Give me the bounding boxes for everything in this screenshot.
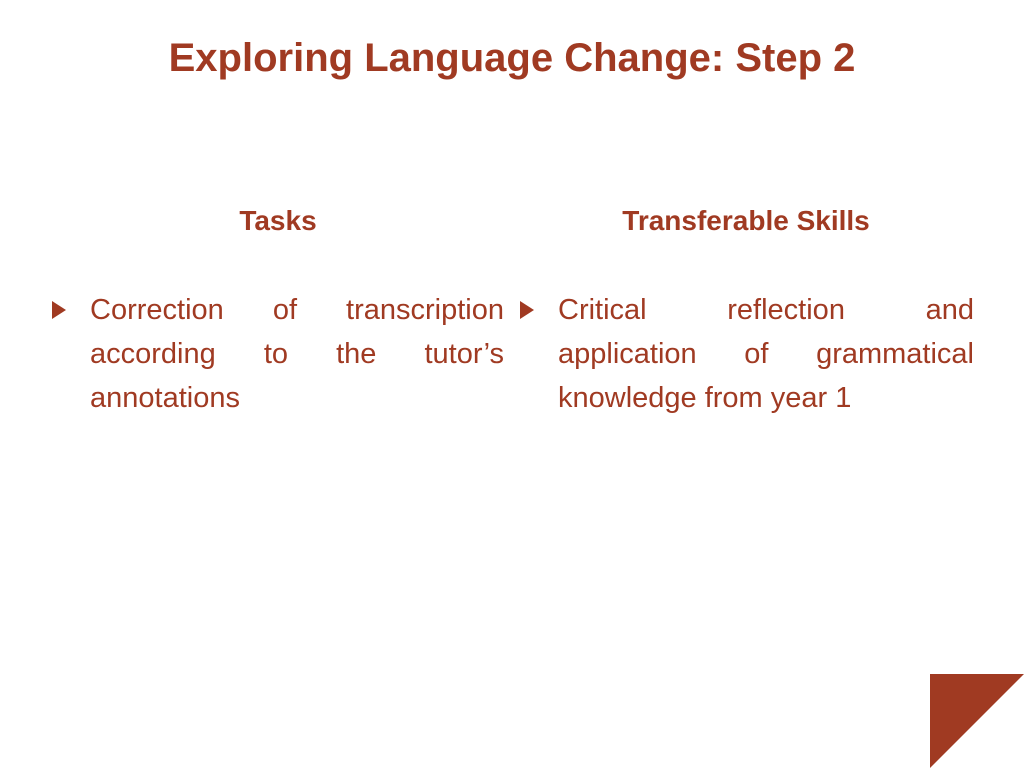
tasks-bullet-item (52, 288, 504, 420)
tasks-heading: Tasks (239, 205, 317, 236)
skills-bullet-text: Critical reflection and application of grammatical knowledge from year 1 (558, 294, 974, 414)
bullet-arrow-icon (520, 301, 534, 319)
tasks-bullet-text: Correction of transcription according to the tutor’s annotations (90, 294, 504, 414)
transferable-skills-heading: Transferable Skills (622, 205, 870, 236)
slide-title: Exploring Language Change: Step 2 (168, 36, 856, 80)
corner-triangle-icon (930, 674, 1024, 768)
bullet-arrow-icon (52, 301, 66, 319)
skills-bullet-item (520, 288, 974, 420)
